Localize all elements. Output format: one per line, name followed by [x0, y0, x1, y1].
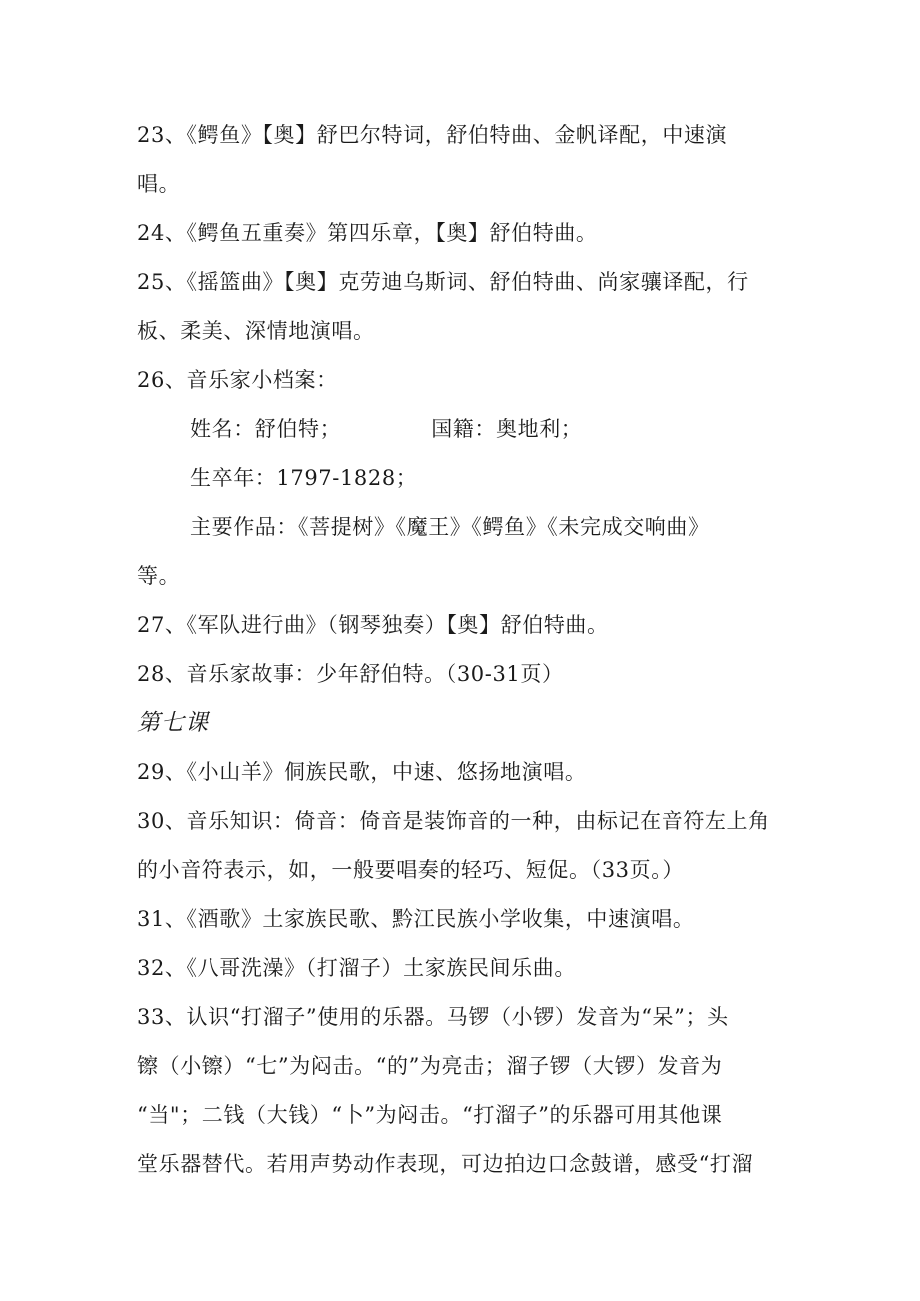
text-line-33-cont-3: 堂乐器替代。若用声势动作表现，可边拍边口念鼓谱，感受“打溜	[137, 1152, 754, 1176]
profile-works: 主要作品：《菩提树》《魔王》《鳄鱼》《未完成交响曲》	[190, 515, 710, 539]
text-line-29: 29、《小山羊》侗族民歌，中速、悠扬地演唱。	[137, 760, 587, 784]
section-heading: 第七课	[137, 710, 209, 736]
text-line-31: 31、《酒歌》土家族民歌、黔江民族小学收集，中速演唱。	[137, 907, 695, 931]
text-line-33: 33、认识“打溜子”使用的乐器。马锣（小锣）发音为“呆”；头	[137, 1005, 729, 1029]
text-line-24: 24、《鳄鱼五重奏》第四乐章，【奥】舒伯特曲。	[137, 221, 598, 245]
text-line-23-cont: 唱。	[137, 172, 181, 196]
text-line-26: 26、音乐家小档案：	[137, 368, 338, 392]
text-line-25: 25、《摇篮曲》【奥】克劳迪乌斯词、舒伯特曲、尚家骧译配，行	[137, 270, 749, 294]
text-line-27: 27、《军队进行曲》（钢琴独奏）【奥】舒伯特曲。	[137, 613, 609, 637]
text-line-25-cont: 板、柔美、深情地演唱。	[137, 319, 375, 343]
text-line-33-cont-2: “当"；二钱（大钱）“卜”为闷击。“打溜子”的乐器可用其他课	[137, 1103, 723, 1127]
text-line-32: 32、《八哥洗澡》（打溜子）土家族民间乐曲。	[137, 956, 576, 980]
profile-works-cont: 等。	[137, 564, 181, 588]
text-line-23: 23、《鳄鱼》【奥】舒巴尔特词，舒伯特曲、金帆译配，中速演	[137, 123, 728, 147]
text-line-33-cont-1: 镲（小镲）“七”为闷击。“的”为亮击；溜子锣（大锣）发音为	[137, 1054, 723, 1078]
text-line-28: 28、音乐家故事：少年舒伯特。（30-31页）	[137, 662, 564, 686]
profile-name-row	[190, 415, 582, 443]
profile-name: 姓名：舒伯特；	[190, 417, 342, 441]
profile-years: 生卒年：1797-1828；	[190, 466, 418, 490]
text-line-30-cont: 的小音符表示，如，一般要唱奏的轻巧、短促。（33页。）	[137, 858, 684, 882]
text-line-30: 30、音乐知识：倚音：倚音是装饰音的一种，由标记在音符左上角	[137, 809, 770, 833]
profile-nationality: 国籍：奥地利；	[431, 417, 583, 441]
